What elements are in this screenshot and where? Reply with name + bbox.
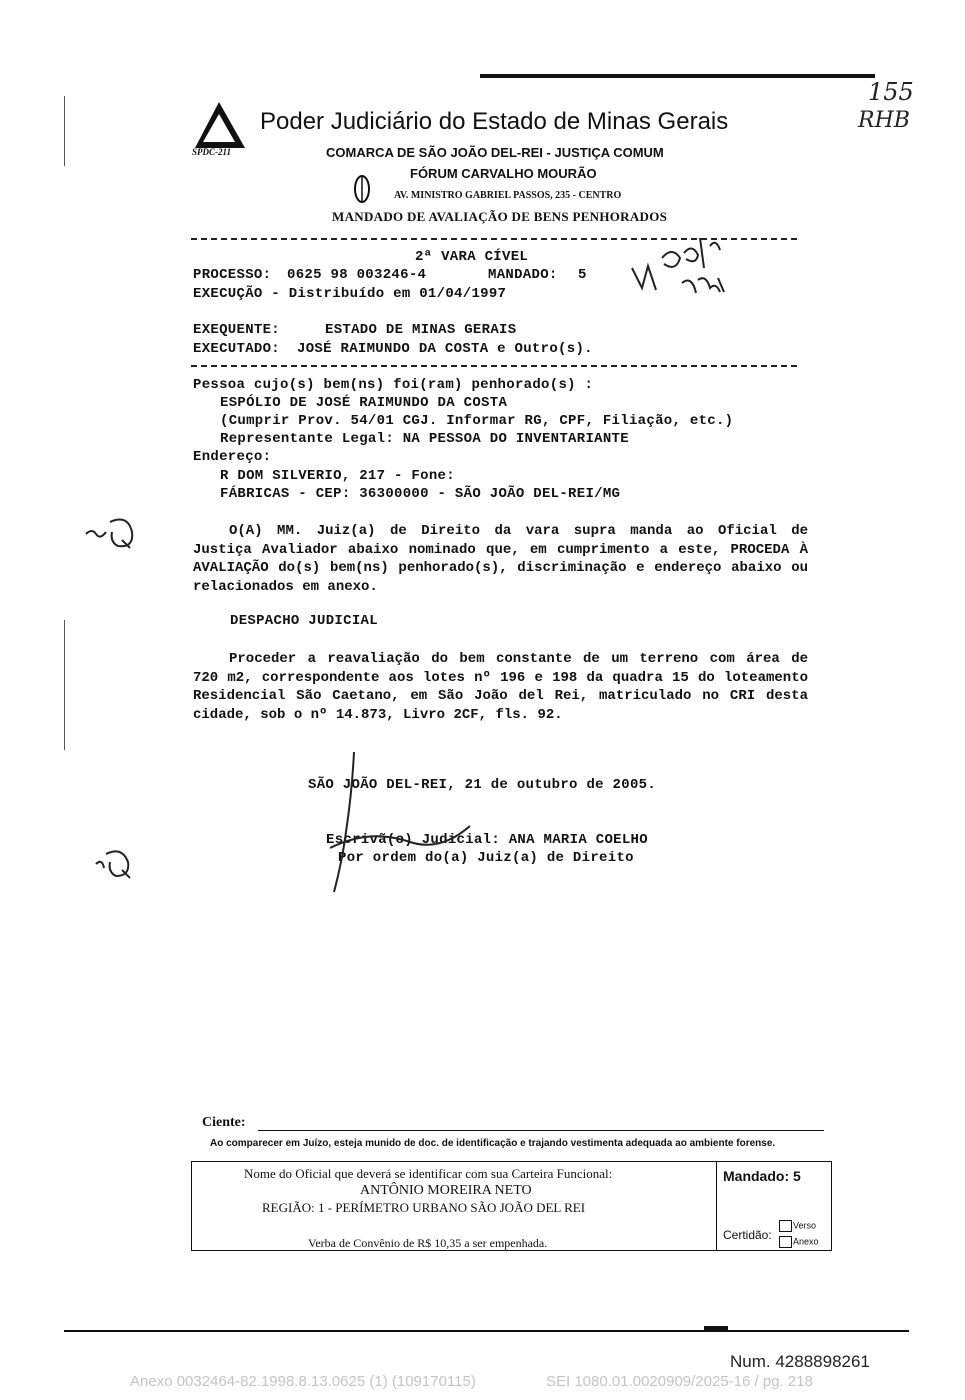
top-rule xyxy=(480,74,875,78)
address-line: AV. MINISTRO GABRIEL PASSOS, 235 - CENTRO xyxy=(394,190,622,201)
date-line: SÃO JOÃO DEL-REI, 21 de outubro de 2005. xyxy=(308,777,657,793)
pessoa-name: ESPÓLIO DE JOSÉ RAIMUNDO DA COSTA xyxy=(220,395,508,411)
anexo-line: Anexo 0032464-82.1998.8.13.0625 (1) (109170115) xyxy=(130,1373,476,1390)
exequente-value: ESTADO DE MINAS GERAIS xyxy=(325,322,517,338)
endereco-city: FÁBRICAS - CEP: 36300000 - SÃO JOÃO DEL-REI/MG xyxy=(220,486,621,502)
comarca-line: COMARCA DE SÃO JOÃO DEL-REI - JUSTIÇA COMUM xyxy=(326,145,664,160)
representante: Representante Legal: NA PESSOA DO INVENTARIANTE xyxy=(220,431,629,447)
anexo-checkbox[interactable] xyxy=(779,1236,792,1248)
anexo-checkbox-row xyxy=(779,1236,819,1248)
verso-label: Verso xyxy=(793,1220,817,1231)
document-type: MANDADO DE AVALIAÇÃO DE BENS PENHORADOS xyxy=(332,209,668,224)
bottom-scan-mark xyxy=(704,1326,728,1332)
forum-line: FÓRUM CARVALHO MOURÃO xyxy=(410,166,597,181)
official-box xyxy=(191,1161,832,1251)
footer-notice: Ao comparecer em Juízo, esteja munido de doc. de identificação e trajando vestimenta adequada ao ambiente forense. xyxy=(210,1138,776,1149)
ciente-line xyxy=(258,1130,824,1131)
endereco-street: R DOM SILVERIO, 217 - Fone: xyxy=(220,468,455,484)
executado-label: EXECUTADO: xyxy=(193,341,281,357)
mandado-label: MANDADO: xyxy=(488,267,558,283)
left-scan-mark-2 xyxy=(64,620,65,750)
mandado-value: 5 xyxy=(578,267,587,283)
page-number-handwritten-alt: RHB xyxy=(858,108,910,133)
bottom-scan-edge xyxy=(64,1330,909,1332)
intro-paragraph: O(A) MM. Juiz(a) de Direito da vara supra manda ao Oficial de Justiça Avaliador abaixo nominado que, em cumprimento a este, PROCEDA À AVALIAÇÃO do(s) bem(ns) penhorado(s), discriminação e endereço abaixo ou relacionados em anexo. xyxy=(193,523,808,595)
pessoa-label: Pessoa cujo(s) bem(ns) foi(ram) penhorado(s) : xyxy=(193,377,594,393)
page-number-handwritten: 155 xyxy=(868,78,914,106)
box-mandado: Mandado: 5 xyxy=(723,1168,801,1184)
official-label: Nome do Oficial que deverá se identificar com sua Carteira Funcional: xyxy=(244,1166,613,1181)
official-box-left xyxy=(192,1162,717,1250)
pessoa-note: (Cumprir Prov. 54/01 CGJ. Informar RG, CPF, Filiação, etc.) xyxy=(220,413,734,429)
document-number: Num. 4288898261 xyxy=(730,1352,870,1371)
court-title: Poder Judiciário do Estado de Minas Gerais xyxy=(260,108,729,135)
endereco-label: Endereço: xyxy=(193,449,272,465)
sei-line: SEI 1080.01.0020909/2025-16 / pg. 218 xyxy=(546,1373,813,1390)
executado-value: JOSÉ RAIMUNDO DA COSTA e Outro(s). xyxy=(297,341,593,357)
handwritten-scribble xyxy=(622,228,742,313)
official-name: ANTÔNIO MOREIRA NETO xyxy=(360,1183,532,1198)
verso-checkbox-row xyxy=(779,1220,816,1232)
despacho-title: DESPACHO JUDICIAL xyxy=(230,613,378,629)
processo-label: PROCESSO: xyxy=(193,267,272,283)
left-scan-mark xyxy=(64,96,65,166)
execucao-line: EXECUÇÃO - Distribuído em 01/04/1997 xyxy=(193,286,507,302)
margin-initials-1 xyxy=(82,512,142,557)
logo-code: SPDC-211 xyxy=(192,147,232,157)
signature-stroke xyxy=(320,752,500,907)
escriva-line: Escrivã(o) Judicial: ANA MARIA COELHO xyxy=(326,832,648,848)
vara: 2ª VARA CÍVEL xyxy=(415,249,529,265)
verso-checkbox[interactable] xyxy=(779,1220,792,1232)
ciente-label: Ciente: xyxy=(202,1115,246,1130)
regiao-line: REGIÃO: 1 - PERÍMETRO URBANO SÃO JOÃO DEL REI xyxy=(262,1200,586,1215)
processo-value: 0625 98 003246-4 xyxy=(287,267,427,283)
certidao-label: Certidão: xyxy=(723,1228,772,1242)
despacho-paragraph: Proceder a reavaliação do bem constante de um terreno com área de 720 m2, correspondente aos lotes nº 196 e 198 da quadra 15 do loteamento Residencial São Caetano, em São João del Rei, matriculado no CRI desta cidade, sob o nº 14.873, Livro 2CF, fls. 92. xyxy=(193,651,808,723)
forum-emblem-icon xyxy=(352,172,372,211)
exequente-label: EXEQUENTE: xyxy=(193,322,281,338)
verba-line: Verba de Convênio de R$ 10,35 a ser empenhada. xyxy=(308,1236,548,1250)
por-ordem-line: Por ordem do(a) Juiz(a) de Direito xyxy=(338,850,634,866)
dashed-divider-2 xyxy=(191,365,797,367)
anexo-label: Anexo xyxy=(793,1236,819,1247)
margin-initials-2 xyxy=(92,846,142,887)
